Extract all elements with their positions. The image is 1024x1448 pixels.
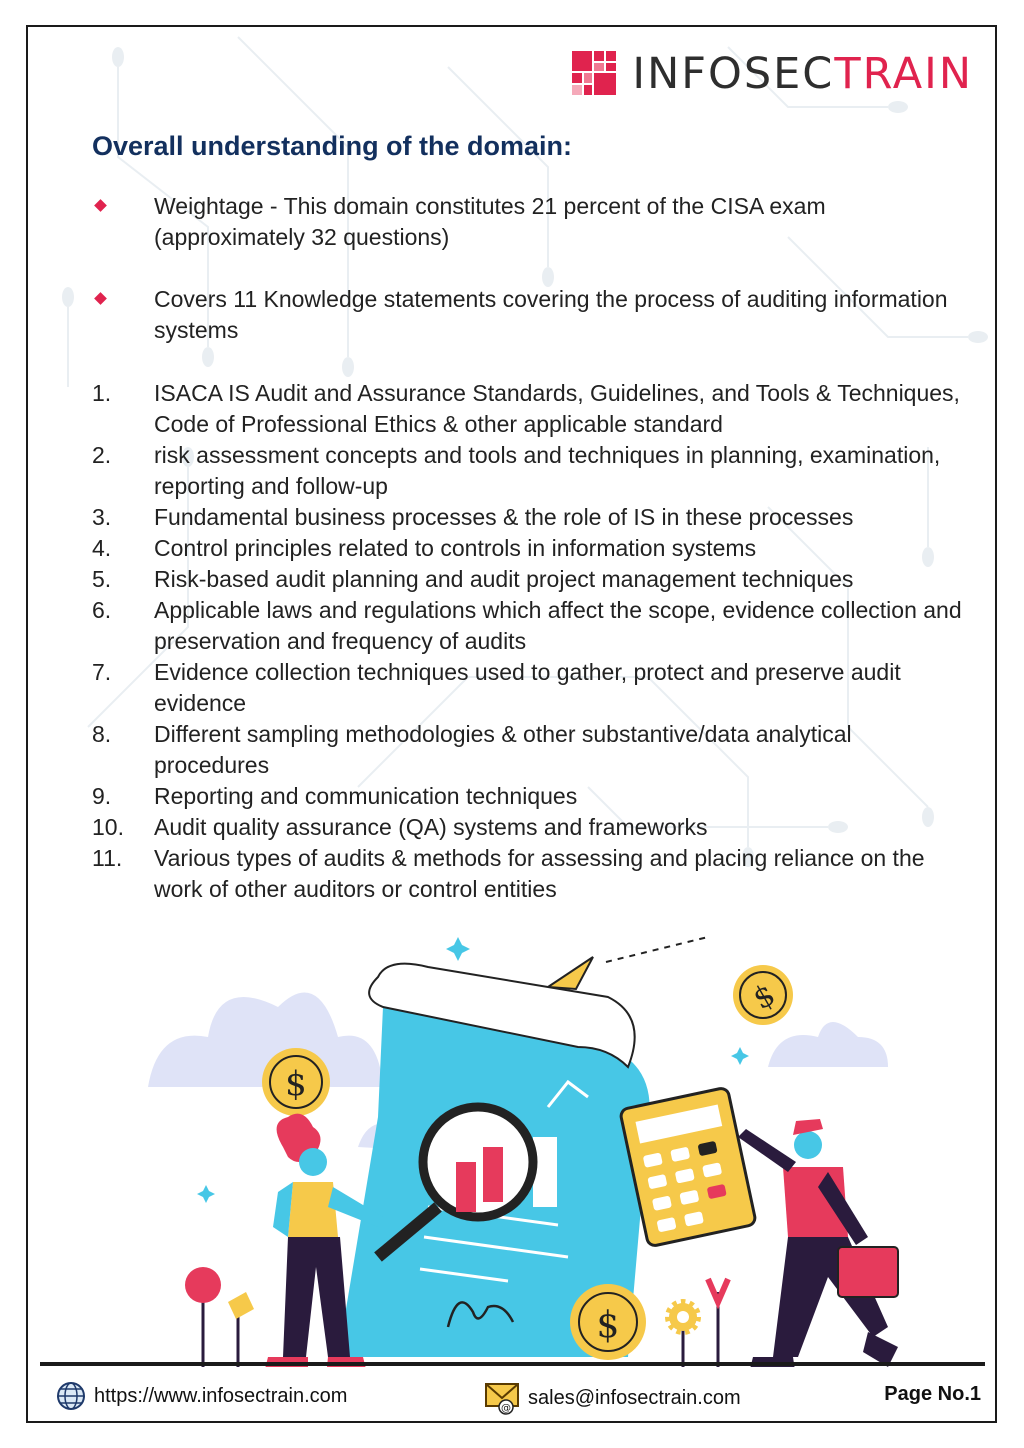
bullet-list xyxy=(92,191,952,377)
item-number: 5. xyxy=(92,566,112,592)
item-number: 10. xyxy=(92,814,124,840)
item-number: 3. xyxy=(92,504,112,530)
list-item xyxy=(92,843,972,905)
brand-name-part2: TRAIN xyxy=(834,49,973,99)
svg-text:@: @ xyxy=(501,1403,511,1414)
item-text: Different sampling methodologies & other substantive/data analytical procedures xyxy=(154,721,852,778)
diamond-bullet-icon xyxy=(94,199,107,212)
dollar-coin-symbol: $ xyxy=(596,1305,620,1346)
list-item xyxy=(92,595,972,657)
item-number: 6. xyxy=(92,597,112,623)
bullet-text: Weightage - This domain constitutes 21 percent of the CISA exam (approximately 32 questions) xyxy=(154,193,826,250)
item-number: 11. xyxy=(92,845,123,871)
list-item xyxy=(92,812,972,843)
footer-website[interactable] xyxy=(54,1381,347,1411)
list-item xyxy=(92,440,972,502)
item-text: Control principles related to controls in information systems xyxy=(154,535,757,561)
brand-name xyxy=(632,51,973,97)
knowledge-statement-list xyxy=(92,378,972,905)
footer-divider xyxy=(40,1362,985,1366)
diamond-bullet-icon xyxy=(94,292,107,305)
item-text: Audit quality assurance (QA) systems and frameworks xyxy=(154,814,708,840)
item-text: Various types of audits & methods for assessing and placing reliance on the work of other auditors or control entities xyxy=(154,845,925,902)
brand-logo xyxy=(572,51,973,97)
list-item xyxy=(92,502,972,533)
website-link[interactable]: https://www.infosectrain.com xyxy=(94,1384,348,1407)
list-item xyxy=(92,719,972,781)
item-text: Reporting and communication techniques xyxy=(154,783,578,809)
bullet-text: Covers 11 Knowledge statements covering the process of auditing information systems xyxy=(154,286,948,343)
page-footer xyxy=(28,1377,995,1417)
dollar-coin-symbol: $ xyxy=(285,1064,307,1104)
item-number: 7. xyxy=(92,659,112,685)
item-number: 9. xyxy=(92,783,112,809)
dollar-coin-symbol: $ xyxy=(747,977,782,1018)
item-number: 2. xyxy=(92,442,112,468)
item-number: 8. xyxy=(92,721,112,747)
item-text: risk assessment concepts and tools and techniques in planning, examination, reporting and follow-up xyxy=(154,442,941,499)
item-text: Risk-based audit planning and audit project management techniques xyxy=(154,566,854,592)
item-number: 4. xyxy=(92,535,112,561)
list-item xyxy=(92,533,972,564)
list-item xyxy=(92,378,972,440)
grid-squares-logo-icon xyxy=(572,51,618,97)
page-heading: Overall understanding of the domain: xyxy=(92,131,573,161)
audit-team-illustration xyxy=(128,907,908,1367)
list-item xyxy=(92,564,972,595)
globe-icon xyxy=(54,1381,88,1411)
email-link[interactable]: sales@infosectrain.com xyxy=(528,1386,741,1409)
page-number: Page No.1 xyxy=(884,1383,981,1405)
item-text: Applicable laws and regulations which affect the scope, evidence collection and preservation and frequency of audits xyxy=(154,597,962,654)
item-number: 1. xyxy=(92,380,112,406)
bullet-item xyxy=(92,191,952,253)
item-text: ISACA IS Audit and Assurance Standards, Guidelines, and Tools & Techniques, Code of Professional Ethics & other applicable standard xyxy=(154,380,960,437)
item-text: Evidence collection techniques used to gather, protect and preserve audit evidence xyxy=(154,659,901,716)
bullet-item xyxy=(92,284,952,346)
envelope-icon xyxy=(484,1381,522,1415)
brand-name-part1: INFOSEC xyxy=(632,49,835,99)
list-item xyxy=(92,781,972,812)
item-text: Fundamental business processes & the role of IS in these processes xyxy=(154,504,854,530)
page-frame xyxy=(26,25,997,1423)
list-item xyxy=(92,657,972,719)
footer-email[interactable] xyxy=(484,1381,741,1415)
